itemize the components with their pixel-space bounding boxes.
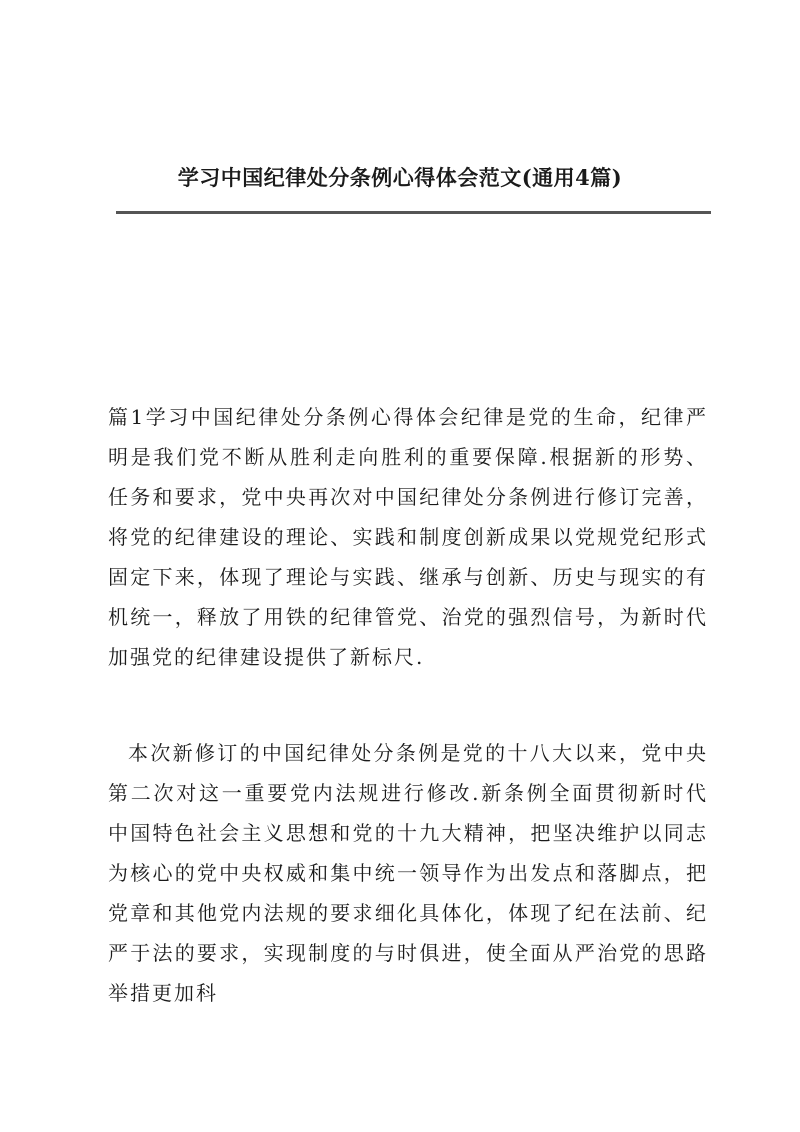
document-title: 学习中国纪律处分条例心得体会范文(通用4篇) bbox=[177, 165, 623, 190]
paragraph-2: 本次新修订的中国纪律处分条例是党的十八大以来，党中央第二次对这一重要党内法规进行修改.新条例全面贯彻新时代中国特色社会主义思想和党的十九大精神，把坚决维护以同志为核心的党中央权威和集中统一领导作为出发点和落脚点，把党章和其他党内法规的要求细化具体化，体现了纪在法前、纪严于法的要求，实现制度的与时俱进，使全面从严治党的思路举措更加科 bbox=[108, 741, 708, 1005]
paragraph-1: 篇1学习中国纪律处分条例心得体会纪律是党的生命，纪律严明是我们党不断从胜利走向胜利的重要保障.根据新的形势、任务和要求，党中央再次对中国纪律处分条例进行修订完善，将党的纪律建设的理论、实践和制度创新成果以党规党纪形式固定下来，体现了理论与实践、继承与创新、历史与现实的有机统一，释放了用铁的纪律管党、治党的强烈信号，为新时代加强党的纪律建设提供了新标尺. bbox=[108, 405, 708, 669]
title-divider bbox=[116, 211, 711, 214]
